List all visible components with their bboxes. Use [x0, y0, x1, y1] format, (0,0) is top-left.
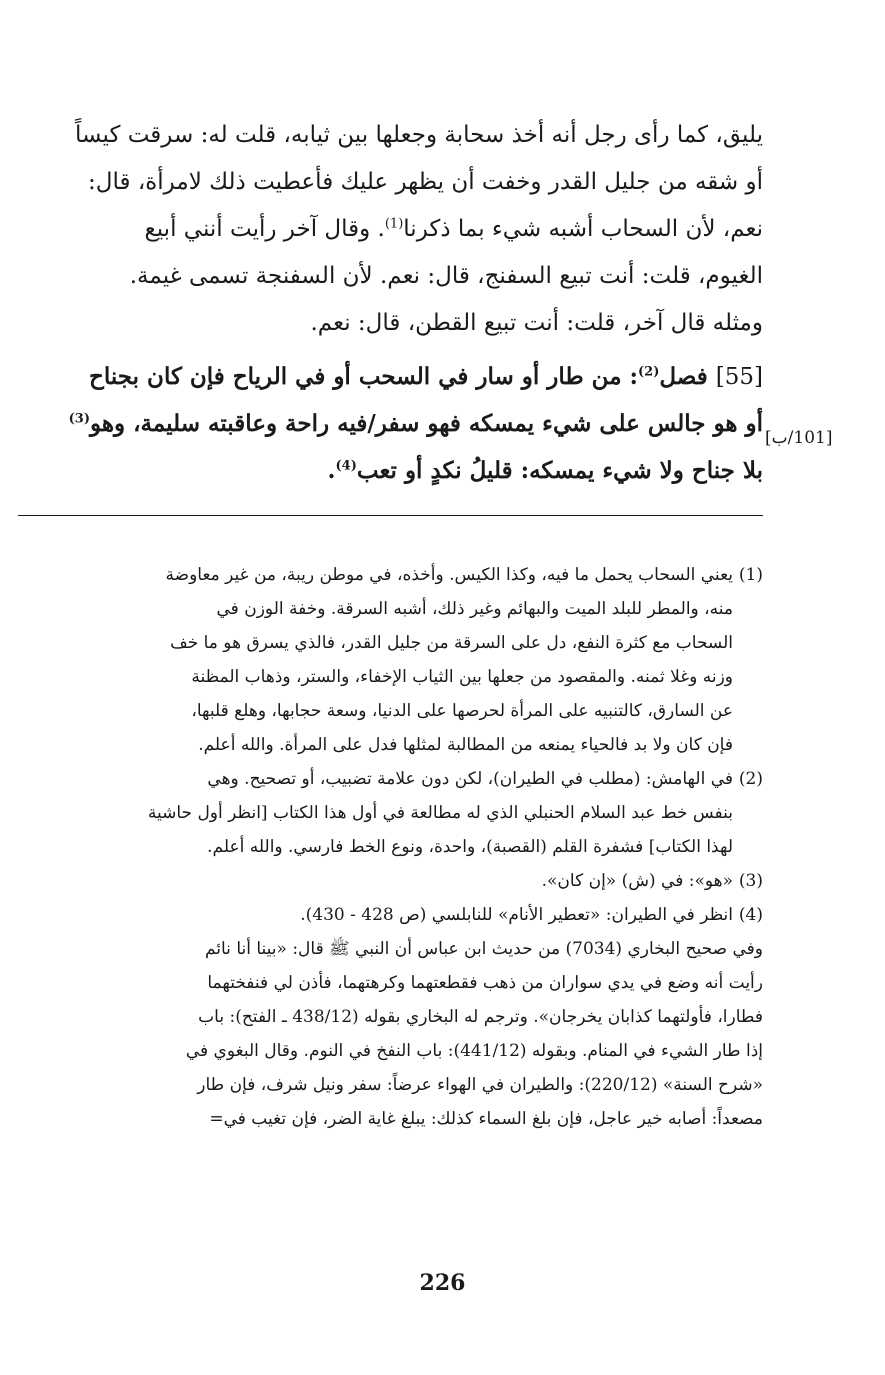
continuation-line: فطارا، فأولتهما كذابان يخرجان». وترجم له البخاري بقوله (438/12 ـ الفتح): باب	[198, 1007, 763, 1027]
manuscript-folio-marker: [101/ب]	[765, 428, 833, 448]
footnote-4-continuation	[18, 932, 763, 1136]
footnote-body	[18, 762, 733, 864]
footnote-4	[18, 898, 763, 932]
footnote-divider	[18, 515, 763, 516]
fasl-line-2-text: أو هو جالس على شيء يمسكه فهو سفر/فيه راحة وعاقبته سليمة، وهو	[90, 410, 763, 437]
fasl-line-3-text: بلا جناح ولا شيء يمسكه: قليلُ نكدٍ أو تعب	[356, 457, 763, 484]
section-title: فصل	[659, 363, 708, 390]
fasl-line-3	[18, 447, 763, 494]
footnote-body	[18, 864, 733, 898]
continuation-line: وفي صحيح البخاري (7034) من حديث ابن عباس أن النبي ﷺ قال: «بينا أنا نائم	[204, 939, 763, 959]
footnote-body	[18, 558, 733, 762]
footnote-line: فإن كان ولا بد فالحياء يمنعه من المطالبة لمثلها فدل على المرأة. والله أعلم.	[198, 735, 733, 755]
footnote-ref-3: (3)	[68, 411, 90, 427]
main-line-5: ومثله قال آخر، قلت: أنت تبيع القطن، قال: نعم.	[310, 310, 763, 336]
footnote-line: يعني السحاب يحمل ما فيه، وكذا الكيس. وأخذه، في موطن ريبة، من غير معاوضة	[165, 565, 733, 585]
footnotes	[18, 558, 763, 1136]
footnote-number: (2)	[738, 769, 763, 789]
footnote-line: لهذا الكتاب] فشفرة القلم (القصبة)، واحدة، ونوع الخط فارسي. والله أعلم.	[207, 837, 733, 857]
continuation-line: مصعداً: أصابه خير عاجل، فإن بلغ السماء كذلك: يبلغ غاية الضر، فإن تغيب في=	[209, 1109, 763, 1129]
footnote-number: (4)	[738, 905, 763, 925]
main-line-1: يليق، كما رأى رجل أنه أخذ سحابة وجعلها بين ثيابه، قلت له: سرقت كيساً	[74, 122, 763, 148]
footnote-ref-1: (1)	[384, 216, 404, 232]
footnote-line: «هو»: في (ش) «إن كان».	[541, 871, 733, 891]
continuation-line: «شرح السنة» (220/12): والطيران في الهواء عرضاً: سفر ونيل شرف، فإن طار	[197, 1075, 763, 1095]
footnote-2	[18, 762, 763, 864]
footnote-line: عن السارق، كالتنبيه على المرأة لحرصها على الدنيا، وسعة حجابها، وهلع قلبها،	[191, 701, 733, 721]
fasl-line-2	[18, 400, 763, 447]
fasl-line-1-rest: : من طار أو سار في السحب أو في الرياح فإن كان بجناح	[89, 363, 639, 390]
page-number: 226	[419, 1270, 466, 1296]
footnote-line: في الهامش: (مطلب في الطيران)، لكن دون علامة تضبيب، أو تصحيح. وهي	[207, 769, 733, 789]
continuation-line: رأيت أنه وضع في يدي سواران من ذهب فقطعتهما وكرهتهما، فأذن لي فنفختهما	[207, 973, 763, 993]
footnote-ref-2: (2)	[638, 364, 660, 380]
footnote-line: وزنه وغلا ثمنه. والمقصود من جعلها بين الثياب الإخفاء، والستر، وذهاب المظنة	[191, 667, 733, 687]
main-line-4: الغيوم، قلت: أنت تبيع السفنج، قال: نعم. لأن السفنجة تسمى غيمة.	[129, 263, 763, 289]
continuation-line: إذا طار الشيء في المنام. وبقوله (441/12): باب النفخ في النوم. وقال البغوي في	[185, 1041, 763, 1061]
footnote-line: السحاب مع كثرة النفع، دل على السرقة من جليل القدر، فالذي يسرق هو ما خف	[170, 633, 733, 653]
main-line-3-tail: . وقال آخر رأيت أنني أبيع	[144, 216, 385, 242]
footnote-ref-4: (4)	[335, 458, 357, 474]
fasl-line-1	[18, 353, 763, 400]
main-line-2: أو شقه من جليل القدر وخفت أن يظهر عليك فأعطيت ذلك لامرأة، قال:	[88, 169, 763, 195]
fasl-line-3-end: .	[327, 457, 336, 484]
footnote-body	[18, 898, 733, 932]
main-line-3	[18, 206, 763, 253]
section-number: [55]	[715, 364, 763, 390]
main-line-3-text: نعم، لأن السحاب أشبه شيء بما ذكرنا	[403, 216, 763, 242]
main-text	[18, 112, 763, 494]
footnote-number: (1)	[738, 565, 763, 585]
footnote-line: انظر في الطيران: «تعطير الأنام» للنابلسي (ص 428 - 430).	[300, 905, 733, 925]
footnote-line: بنفس خط عبد السلام الحنبلي الذي له مطالعة في أول هذا الكتاب [انظر أول حاشية	[147, 803, 733, 823]
footnote-number: (3)	[738, 871, 763, 891]
footnote-1	[18, 558, 763, 762]
footnote-line: منه، والمطر للبلد الميت والبهائم وغير ذلك، أشبه السرقة. وخفة الوزن في	[216, 599, 733, 619]
footnote-3	[18, 864, 763, 898]
